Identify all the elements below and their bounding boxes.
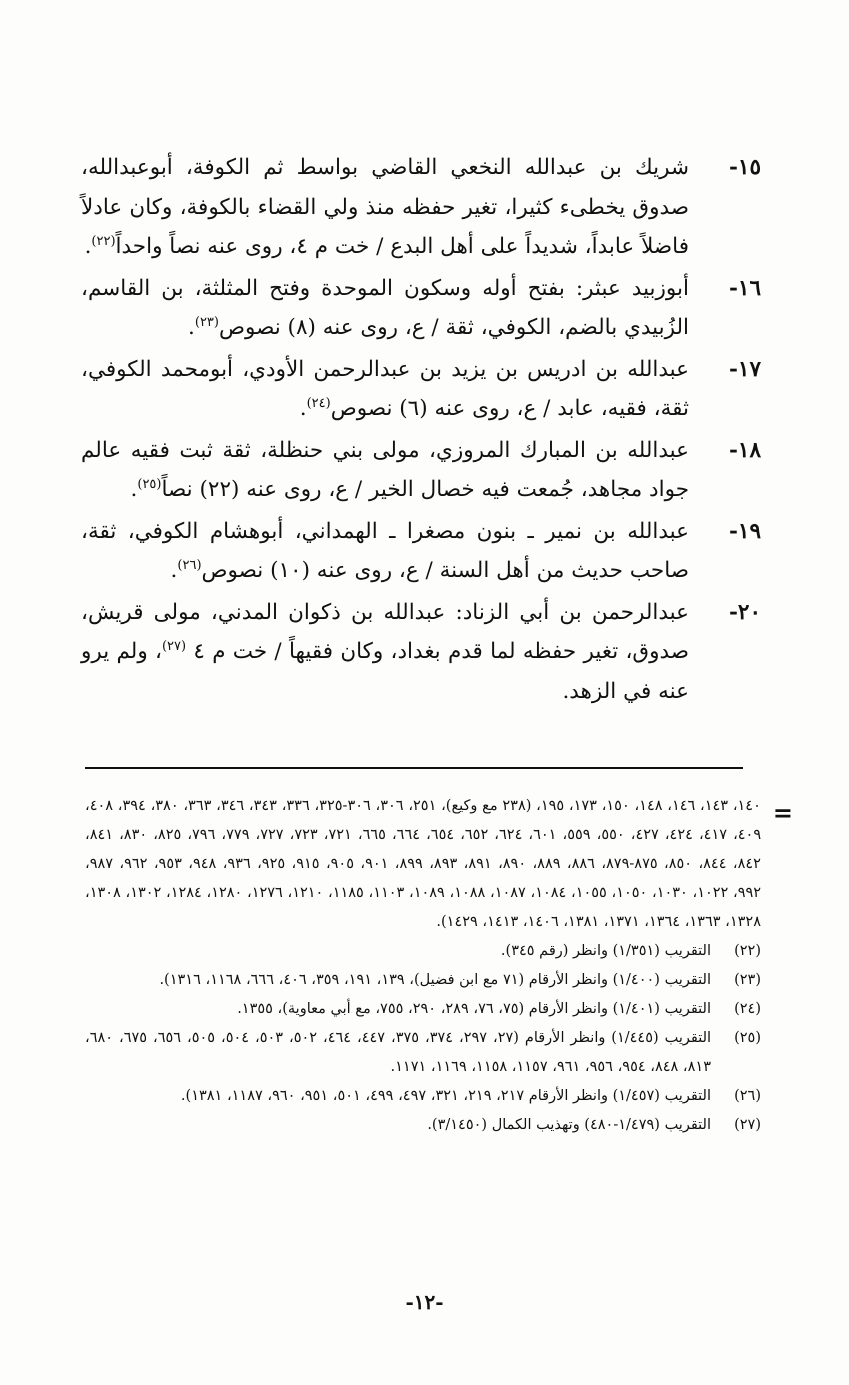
continuation-marker: = (772, 798, 793, 827)
entry-20 (81, 593, 761, 712)
footnote-27 (85, 1111, 761, 1140)
entry-text: عبدالرحمن بن أبي الزناد: عبدالله بن ذكوان المدني، مولى قريش، صدوق، تغير حفظه لما قدم بغداد، وكان فقيهاً / خت م ٤ $^{(٢٧)}$، ولم يرو عنه في الزهد. (81, 599, 689, 704)
footnote-number: (٢٢) (734, 943, 761, 959)
footnote-ref[interactable]: (٢٢) (91, 233, 116, 249)
footnote-number: (٢٧) (734, 1117, 761, 1133)
entry-number: ٢٠- (728, 599, 761, 625)
footnote-continuation (85, 792, 793, 937)
footnote-text: التقريب (١/٤٥٧) وانظر الأرقام ٢١٧، ٢١٩، ٣٢١، ٤٩٧، ٤٩٩، ٥٠١، ٩٥١، ٩٦٠، ١١٨٧، ١٣٨١). (180, 1088, 711, 1104)
footnote-26 (85, 1082, 761, 1111)
footnote-22 (85, 937, 761, 966)
entry-number: ١٥- (728, 155, 761, 180)
entry-text: شريك بن عبدالله النخعي القاضي بواسط ثم الكوفة، أبوعبدالله، صدوق يخطىء كثيرا، تغير حفظه منذ ولي القضاء بالكوفة، وكان عادلاً فاضلاً عابداً، شديداً على أهل البدع / خت م ٤، روى عنه نصاً واحداً$^{(٢٢)}$. (81, 155, 689, 259)
footnotes-section (85, 792, 793, 1140)
footnote-text: التقريب (١/٤٤٥) وانظر الأرقام (٢٧، ٢٩٧، ٣٧٤، ٣٧٥، ٤٤٧، ٤٦٤، ٥٠٢، ٥٠٣، ٥٠٤، ٥٠٥، ٦٥٦، ٦٧٥، ٦٨٠، ٨١٣، ٨٤٨، ٩٥٤، ٩٥٦، ٩٦١، ١١٥٧، ١١٥٨، ١١٦٩، ١١٧١. (85, 1030, 712, 1075)
footnote-ref[interactable]: (٢٣) (194, 314, 219, 330)
entry-text: أبوزبيد عبثر: بفتح أوله وسكون الموحدة وفتح المثلثة، بن القاسم، الزُبيدي بالضم، الكوفي، ثقة / ع، روى عنه (٨) نصوص$^{(٢٣)}$. (81, 275, 689, 340)
footnote-number: (٢٦) (734, 1088, 761, 1104)
footnote-ref[interactable]: (٢٥) (137, 476, 162, 492)
entry-number: ١٧- (728, 356, 761, 382)
footnote-divider (85, 767, 743, 769)
narrator-entries (81, 148, 761, 713)
footnote-number: (٢٥) (734, 1030, 761, 1046)
entry-text: عبدالله بن نمير ـ بنون مصغرا ـ الهمداني، أبوهشام الكوفي، ثقة، صاحب حديث من أهل السنة / ع، روى عنه (١٠) نصوص$^{(٢٦)}$. (81, 518, 689, 583)
footnote-text: ١٤٠، ١٤٣، ١٤٦، ١٤٨، ١٥٠، ١٧٣، ١٩٥، (٢٣٨ مع وكيع)، ٢٥١، ٣٠٦، ٣٠٦-٣٢٥، ٣٣٦، ٣٤٣، ٣٤٦، ٣٦٣، ٣٨٠، ٣٩٤، ٤٠٨، ٤٠٩، ٤١٧، ٤٢٤، ٤٢٧، ٥٥٠، ٥٥٩، ٦٠١، ٦٢٤، ٦٥٢، ٦٥٤، ٦٦٤، ٦٦٥، ٧٢١، ٧٢٣، ٧٢٧، ٧٧٩، ٧٩٦، ٨٢٥، ٨٣٠، ٨٤١، ٨٤٢، ٨٤٤، ٨٥٠، ٨٧٥-٨٧٩، ٨٨٦، ٨٨٩، ٨٩٠، ٨٩١، ٨٩٣، ٨٩٩، ٩٠١، ٩٠٥، ٩١٥، ٩٢٥، ٩٣٦، ٩٤٨، ٩٥٣، ٩٦٢، ٩٨٧، ٩٩٢، ١٠٢٢، ١٠٣٠، ١٠٥٠، ١٠٥٥، ١٠٨٤، ١٠٨٧، ١٠٨٨، ١٠٨٩، ١١٠٣، ١١٨٥، ١٢١٠، ١٢٧٦، ١٢٨٠، ١٢٨٤، ١٣٠٢، ١٣٠٨، ١٣٢٨، ١٣٦٣، ١٣٦٤، ١٣٧١، ١٣٨١، ١٤٠٦، ١٤١٣، ١٤٢٩). (85, 798, 762, 930)
entry-text: عبدالله بن المبارك المروزي، مولى بني حنظلة، ثقة ثبت فقيه عالم جواد مجاهد، جُمعت فيه خصال الخير / ع، روى عنه (٢٢) نصاً$^{(٢٥)}$. (81, 437, 689, 502)
footnote-text: التقريب (١/٣٥١) وانظر (رقم ٣٤٥). (500, 943, 711, 959)
entry-number: ١٨- (728, 437, 761, 463)
footnote-25 (85, 1024, 761, 1082)
footnote-number: (٢٣) (734, 972, 761, 988)
footnote-23 (85, 966, 761, 995)
footnote-text: التقريب (١/٤٠١) وانظر الأرقام (٧٥، ٧٦، ٢٨٩، ٢٩٠، ٧٥٥، مع أبي معاوية)، ١٣٥٥. (237, 1001, 711, 1017)
footnote-ref[interactable]: (٢٤) (306, 395, 331, 411)
page-number: -١٢- (405, 1290, 444, 1314)
entry-18 (81, 431, 761, 510)
entry-number: ١٦- (728, 275, 761, 301)
entry-17 (81, 350, 761, 429)
footnote-number: (٢٤) (734, 1001, 761, 1017)
entry-16 (81, 269, 761, 348)
footnote-text: التقريب (١/٤٧٩-٤٨٠) وتهذيب الكمال (٣/١٤٥٠). (427, 1117, 711, 1133)
entry-number: ١٩- (728, 518, 761, 544)
footnote-24 (85, 995, 761, 1024)
footnote-ref[interactable]: (٢٧) (161, 638, 187, 654)
footnote-text: التقريب (١/٤٠٠) وانظر الأرقام (٧١ مع ابن فضيل)، ١٣٩، ١٩١، ٣٥٩، ٤٠٦، ٦٦٦، ١١٦٨، ١٣١٦). (159, 972, 711, 988)
entry-text: عبدالله بن ادريس بن يزيد بن عبدالرحمن الأودي، أبومحمد الكوفي، ثقة، فقيه، عابد / ع، روى عنه (٦) نصوص$^{(٢٤)}$. (81, 356, 689, 421)
entry-19 (81, 512, 761, 591)
entry-15 (81, 148, 761, 267)
footnote-ref[interactable]: (٢٦) (177, 557, 202, 573)
